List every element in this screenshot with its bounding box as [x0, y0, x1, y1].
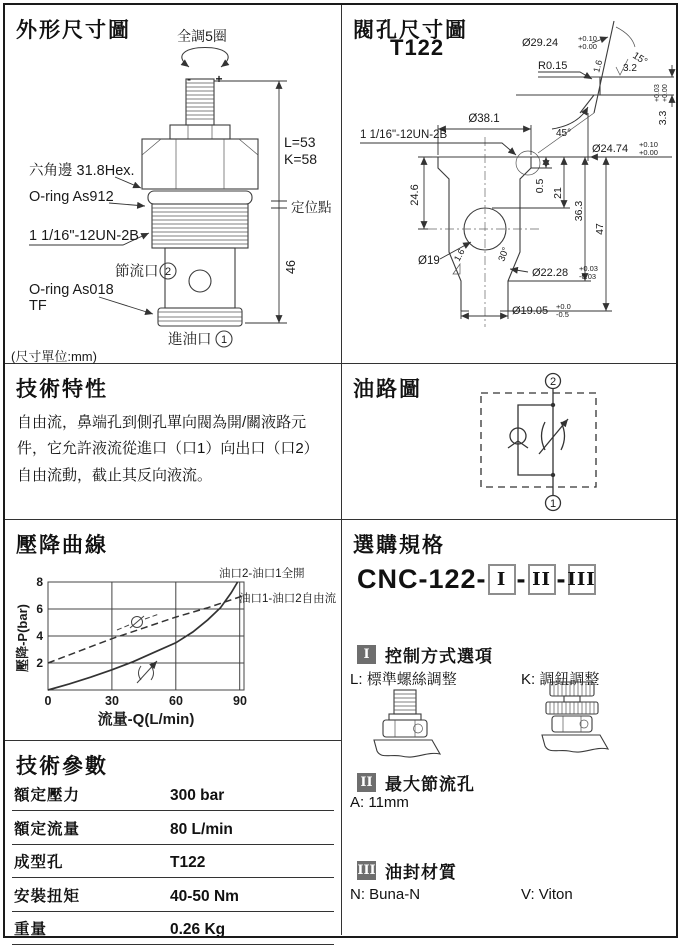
spec-label: 額定壓力 — [14, 787, 81, 804]
dim-3-3: 3.3 — [657, 110, 669, 126]
spec-value: 0.26 Kg — [170, 921, 226, 938]
locate-point-label: 定位點 — [291, 200, 332, 215]
option-V-key: V: — [521, 886, 535, 903]
model-code-box-3: III — [568, 564, 596, 595]
centerlines — [428, 137, 542, 327]
dim-29-24-tol-bot: +0.00 — [578, 42, 597, 51]
dim-thread: 1 1/16"-12UN-2B — [360, 129, 448, 141]
legend-free-flow: 油口1-油口2自由流 — [239, 593, 337, 605]
option-A — [350, 794, 409, 811]
option-N-key: N: — [350, 886, 365, 903]
dim-r0-15: R0.15 — [538, 60, 568, 72]
spec-value: 300 bar — [170, 787, 225, 804]
dim-46: 46 — [284, 260, 298, 274]
section-badge-2: II — [357, 773, 376, 792]
dim-19-05: Ø19.05 — [512, 305, 549, 317]
dim-29-24-tol-top: +0.10 — [578, 34, 597, 43]
option-K-key: K: — [521, 671, 536, 688]
spec-row-flow — [12, 811, 334, 845]
spec-label: 安裝扭矩 — [14, 887, 81, 905]
model-code-box-1: I — [488, 564, 516, 595]
oring-bottom-label: O-ring As018 — [29, 282, 114, 298]
spec-label: 重量 — [14, 921, 48, 938]
section-control-mode — [357, 642, 493, 667]
option-L-value: 標準螺絲調整 — [366, 671, 457, 688]
dim-K: K=58 — [284, 151, 318, 167]
throttle-glyph — [137, 661, 157, 683]
cavity-model: T122 — [390, 35, 445, 60]
dim-29-24: Ø29.24 — [522, 37, 559, 49]
dim-38-1: Ø38.1 — [468, 113, 500, 125]
panel-circuit — [342, 364, 676, 520]
hex-label: 六角邊 31.8Hex. — [29, 163, 135, 179]
node-bottom — [551, 473, 555, 477]
check-valve-glyph — [117, 614, 159, 630]
spec-row-weight — [12, 911, 334, 945]
model-code-sep-1: - — [516, 564, 527, 594]
inlet-port-label: 進油口 — [168, 332, 212, 348]
finish-1-6-detail: 1.6 — [591, 58, 605, 74]
angle-15: 15° — [630, 50, 650, 68]
panel-title: 閥孔尺寸圖 — [353, 19, 468, 42]
panel-title: 油路圖 — [353, 378, 422, 401]
option-N — [350, 886, 420, 903]
angle-30: 30° — [496, 245, 512, 264]
dim-47: 47 — [594, 223, 606, 235]
spec-row-cavity — [12, 844, 334, 878]
thread-label: 1 1/16"-12UN-2B — [29, 228, 139, 244]
oring-top-label: O-ring As912 — [29, 189, 114, 205]
model-code-box-2: II — [528, 564, 556, 595]
dim-24-74-tol-bot: +0.00 — [639, 148, 658, 157]
option-A-key: A: — [350, 794, 365, 811]
throttle-port-number: 2 — [164, 266, 172, 278]
throttle-arc-left — [542, 422, 546, 450]
dim-19: Ø19 — [418, 255, 440, 267]
option-N-value: Buna-N — [369, 886, 421, 903]
dim-24-74-tol-top: +0.10 — [639, 140, 658, 149]
panel-cavity-dimensions — [342, 5, 676, 364]
section-seal-material — [357, 858, 457, 883]
dim-21: 21 — [552, 187, 564, 199]
unit-note: (尺寸單位:mm) — [11, 349, 97, 364]
curve-free-flow — [48, 595, 246, 663]
ytick-8: 8 — [36, 575, 43, 589]
model-code — [357, 564, 597, 595]
minus-sign: - — [187, 72, 191, 86]
datasheet-page — [3, 3, 678, 938]
model-code-sep-2: - — [556, 564, 567, 594]
features-text: 自由流，鼻端孔到側孔單向閥為開/關液路元件，它允許液流從進口（口1）向出口（口2）自由流動，截止其反向液流。 — [17, 414, 319, 484]
node-top — [551, 403, 555, 407]
panel-title: 外形尺寸圖 — [16, 19, 131, 42]
panel-title: 壓降曲線 — [16, 534, 108, 557]
model-code-prefix: CNC-122- — [357, 564, 487, 594]
panel-pressure-drop-chart — [5, 520, 342, 741]
adjust-note: 全調5圈 — [177, 28, 227, 44]
dim-3-3-tol-top: +0.03 — [654, 84, 661, 102]
dim-19-05-tol-top: +0.0 — [556, 302, 571, 311]
cavity-section-lines — [432, 151, 540, 311]
finish-3-2: 3.2 — [623, 63, 637, 74]
spec-label: 額定流量 — [14, 820, 81, 838]
x-axis-label: 流量-Q(L/min) — [97, 711, 195, 728]
xtick-30: 30 — [105, 694, 119, 708]
dim-3-3-tol-bot: +0.00 — [662, 84, 669, 102]
plus-sign: + — [215, 72, 223, 86]
ytick-6: 6 — [36, 602, 43, 616]
option-K-value: 調鈕調整 — [539, 671, 600, 688]
dim-0-5: 0.5 — [534, 178, 546, 194]
ytick-2: 2 — [36, 656, 43, 670]
panel-outline-dimensions — [5, 5, 342, 364]
inlet-port-number: 1 — [220, 334, 228, 346]
section-max-orifice — [357, 770, 475, 795]
hydraulic-circuit-diagram — [342, 364, 676, 520]
circuit-lines — [481, 374, 596, 511]
spec-value: T122 — [170, 854, 206, 871]
throttle-port-label: 節流口 — [115, 264, 159, 280]
dim-36-3: 36.3 — [573, 200, 585, 222]
port-1-number: 1 — [549, 498, 557, 510]
section-title-3: 油封材質 — [385, 863, 457, 882]
pressure-drop-chart — [5, 520, 342, 741]
valve-outline-drawing — [5, 5, 342, 364]
y-axis-label: 壓降-P(bar) — [15, 604, 30, 672]
option-V — [521, 886, 573, 903]
port-2-number: 2 — [549, 376, 557, 388]
adjust-swirl-icon — [182, 48, 228, 87]
panel-title: 技術特性 — [16, 378, 108, 401]
oring-material-label: TF — [29, 298, 47, 314]
section-badge-1: I — [357, 645, 376, 664]
dim-22-28: Ø22.28 — [532, 267, 569, 279]
dim-22-28-tol-top: +0.03 — [579, 264, 598, 273]
option-L-key: L: — [350, 671, 363, 688]
cavity-drawing — [342, 5, 676, 364]
option-L — [350, 668, 457, 689]
panel-specs — [5, 741, 342, 938]
valve-body-lines — [142, 79, 258, 326]
panel-title: 技術參數 — [16, 755, 108, 778]
knob-adjust-drawing — [534, 680, 612, 764]
panel-title: 選購規格 — [353, 534, 445, 557]
section-title-1: 控制方式選項 — [385, 647, 493, 666]
xtick-90: 90 — [233, 694, 247, 708]
dim-L: L=53 — [284, 134, 316, 150]
xtick-60: 60 — [169, 694, 183, 708]
spec-label: 成型孔 — [14, 854, 64, 871]
option-A-value: 11mm — [368, 794, 409, 811]
screw-adjust-drawing — [370, 688, 444, 766]
panel-ordering — [342, 520, 676, 935]
section-title-2: 最大節流孔 — [385, 775, 475, 794]
xtick-0: 0 — [44, 694, 52, 708]
spec-value: 40-50 Nm — [170, 887, 239, 905]
panel-features — [5, 364, 342, 520]
angle-45: 45° — [556, 128, 572, 139]
dim-22-28-tol-bot: -0.03 — [579, 272, 597, 281]
dim-24-74: Ø24.74 — [592, 143, 629, 155]
legend-fully-open: 油口2-油口1全開 — [219, 568, 305, 580]
section-badge-3: III — [357, 863, 376, 878]
ytick-4: 4 — [36, 629, 43, 643]
spec-row-torque — [12, 878, 334, 912]
finish-1-6-main: 1.6 — [451, 247, 467, 263]
dim-19-05-tol-bot: -0.5 — [556, 310, 569, 319]
dim-24-6: 24.6 — [409, 184, 421, 206]
spec-row-pressure — [12, 777, 334, 811]
spec-value: 80 L/min — [170, 820, 233, 838]
option-V-value: Viton — [538, 886, 573, 903]
